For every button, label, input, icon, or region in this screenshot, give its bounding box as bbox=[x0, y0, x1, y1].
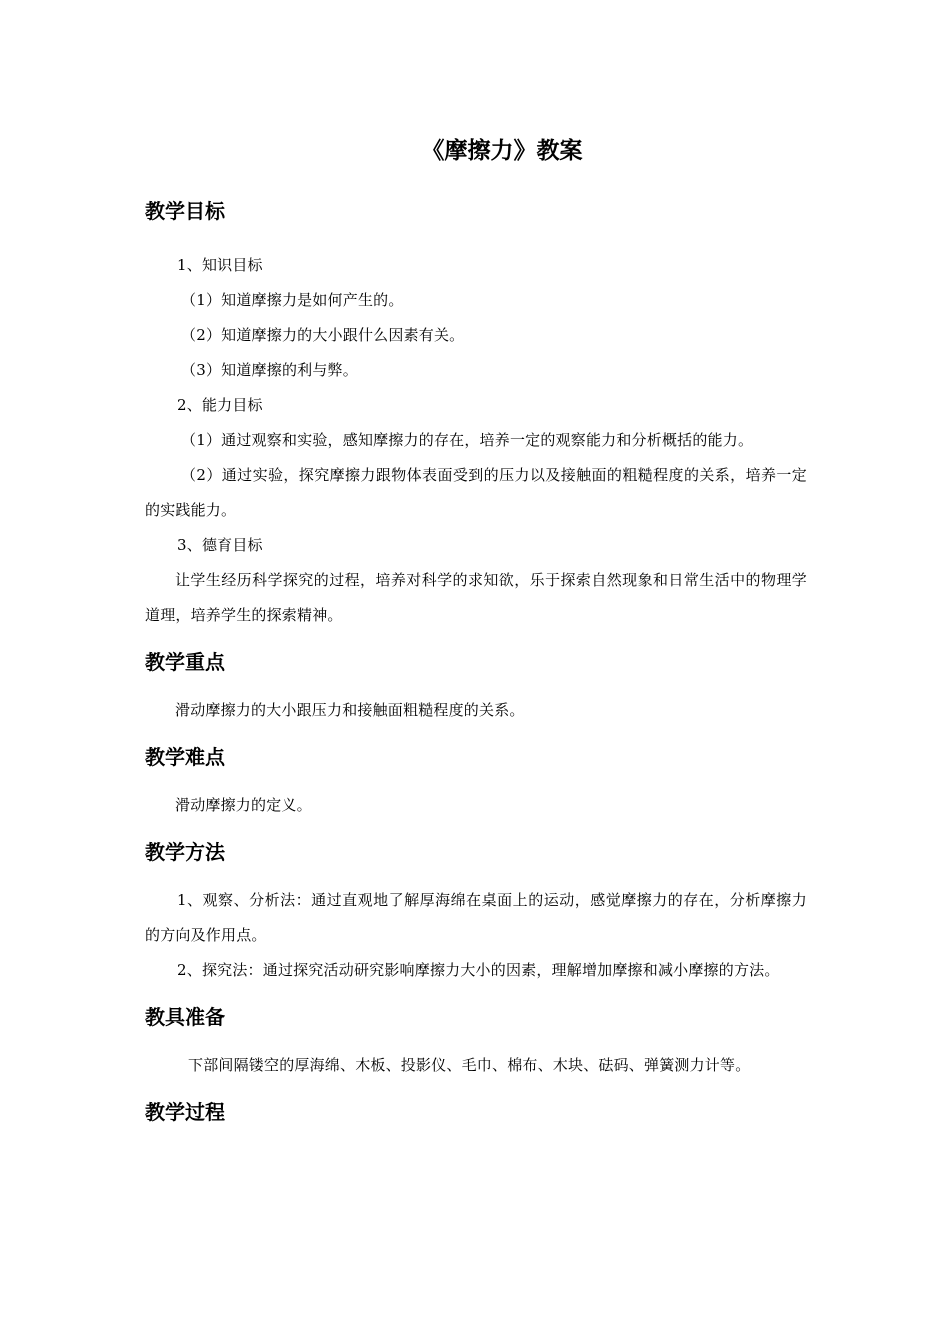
spacer bbox=[145, 633, 807, 647]
document-body bbox=[145, 196, 807, 1133]
ability-objective-title: 2、能力目标 bbox=[177, 396, 263, 414]
method-item: 2、探究法：通过探究活动研究影响摩擦力大小的因素，理解增加摩擦和减小摩擦的方法。 bbox=[177, 961, 780, 979]
section-heading-difficulties: 教学难点 bbox=[145, 745, 225, 769]
ability-objective-item: （1）通过观察和实验，感知摩擦力的存在，培养一定的观察能力和分析概括的能力。 bbox=[181, 431, 754, 449]
document-title: 《摩擦力》教案 bbox=[421, 138, 583, 164]
knowledge-objective-title: 1、知识目标 bbox=[177, 256, 263, 274]
method-item: 1、观察、分析法：通过直观地了解厚海绵在桌面上的运动，感觉摩擦力的存在，分析摩擦力的方向及作用点。 bbox=[145, 891, 807, 944]
knowledge-objective-item: （1）知道摩擦力是如何产生的。 bbox=[181, 291, 404, 309]
spacer bbox=[145, 873, 807, 883]
section-heading-key-points: 教学重点 bbox=[145, 650, 225, 674]
knowledge-objective-item: （3）知道摩擦的利与弊。 bbox=[181, 361, 358, 379]
spacer bbox=[145, 232, 807, 248]
key-points-text: 滑动摩擦力的大小跟压力和接触面粗糙程度的关系。 bbox=[175, 701, 525, 719]
materials-text: 下部间隔镂空的厚海绵、木板、投影仪、毛巾、棉布、木块、砝码、弹簧测力计等。 bbox=[188, 1056, 751, 1074]
knowledge-objective-item: （2）知道摩擦力的大小跟什么因素有关。 bbox=[181, 326, 465, 344]
section-heading-materials: 教具准备 bbox=[145, 1005, 225, 1029]
section-heading-objectives: 教学目标 bbox=[145, 199, 225, 223]
spacer bbox=[145, 728, 807, 742]
spacer bbox=[145, 988, 807, 1002]
section-heading-process: 教学过程 bbox=[145, 1100, 225, 1124]
section-heading-methods: 教学方法 bbox=[145, 840, 225, 864]
difficulties-text: 滑动摩擦力的定义。 bbox=[175, 796, 312, 814]
spacer bbox=[145, 1083, 807, 1097]
spacer bbox=[145, 1038, 807, 1048]
spacer bbox=[145, 683, 807, 693]
spacer bbox=[145, 778, 807, 788]
ability-objective-item: （2）通过实验，探究摩擦力跟物体表面受到的压力以及接触面的粗糙程度的关系，培养一定的实践能力。 bbox=[145, 466, 807, 519]
moral-objective-text: 让学生经历科学探究的过程，培养对科学的求知欲，乐于探索自然现象和日常生活中的物理学道理，培养学生的探索精神。 bbox=[145, 571, 807, 624]
moral-objective-title: 3、德育目标 bbox=[177, 536, 263, 554]
spacer bbox=[145, 823, 807, 837]
